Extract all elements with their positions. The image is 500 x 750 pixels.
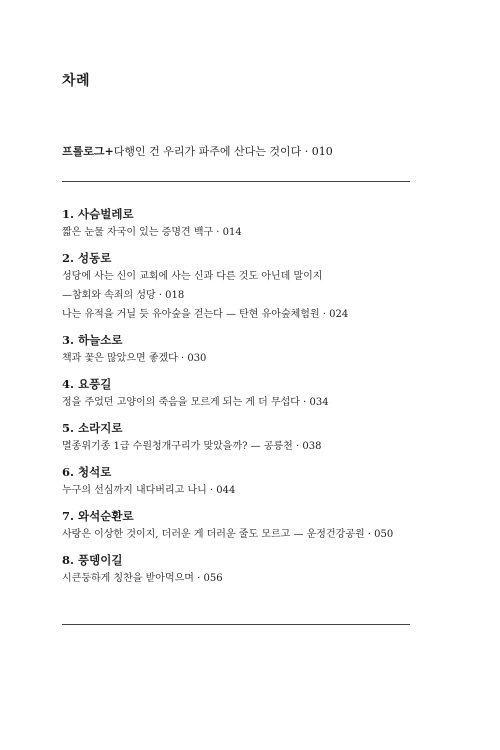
chapter-entry: 정을 주었던 고양이의 죽음을 모르게 되는 게 더 무섭다 · 034	[62, 397, 329, 408]
chapter-title: 5. 소라지로	[62, 421, 123, 435]
chapter-entry: 멸종위기종 1급 수원청개구리가 맞았을까? — 공릉천 · 038	[62, 441, 322, 452]
page-title: 차례	[62, 73, 91, 89]
chapter-entry: 누구의 선심까지 내다버리고 나니 · 044	[62, 485, 236, 496]
chapter-5	[62, 421, 410, 453]
chapter-7	[62, 509, 410, 541]
chapter-3	[62, 333, 410, 365]
top-divider	[62, 181, 410, 182]
chapter-title: 1. 사슴벌레로	[62, 207, 134, 221]
prologue-entry	[62, 143, 333, 159]
chapter-title: 6. 청석로	[62, 465, 112, 479]
chapter-entry: 짧은 눈물 자국이 있는 증명견 백구 · 014	[62, 227, 242, 238]
chapter-title: 3. 하늘소로	[62, 333, 123, 347]
bottom-divider	[62, 624, 410, 625]
chapter-1	[62, 207, 410, 239]
chapter-title: 8. 풍뎅이길	[62, 553, 123, 567]
chapter-entry: 나는 유적을 거닐 듯 유아숲을 걷는다 — 탄현 유아숲체험원 · 024	[62, 309, 349, 320]
chapter-2	[62, 251, 410, 321]
chapter-entry: 시큰둥하게 칭찬을 받아먹으며 · 056	[62, 573, 223, 584]
chapter-6	[62, 465, 410, 497]
chapter-entry: 사랑은 이상한 것이지, 더러운 게 더러운 줄도 모르고 — 운정건강공원 · 050	[62, 529, 394, 540]
chapter-title: 7. 와석순환로	[62, 509, 134, 523]
chapter-list	[62, 207, 410, 597]
chapter-title: 2. 성동로	[62, 251, 112, 265]
chapter-8	[62, 553, 410, 585]
prologue-label: 프롤로그+	[62, 145, 114, 158]
entry-text: 성당에 사는 신이 교회에 사는 신과 다른 것도 아닌데 말이지	[62, 271, 323, 282]
prologue-text: 다행인 건 우리가 파주에 산다는 것이다 · 010	[113, 145, 333, 158]
chapter-title: 4. 요풍길	[62, 377, 112, 391]
chapter-entry	[62, 271, 410, 302]
entry-continuation: —참회와 속죄의 성당 · 018	[62, 290, 185, 301]
chapter-4	[62, 377, 410, 409]
chapter-entry: 책과 꽃은 많았으면 좋겠다 · 030	[62, 353, 207, 364]
